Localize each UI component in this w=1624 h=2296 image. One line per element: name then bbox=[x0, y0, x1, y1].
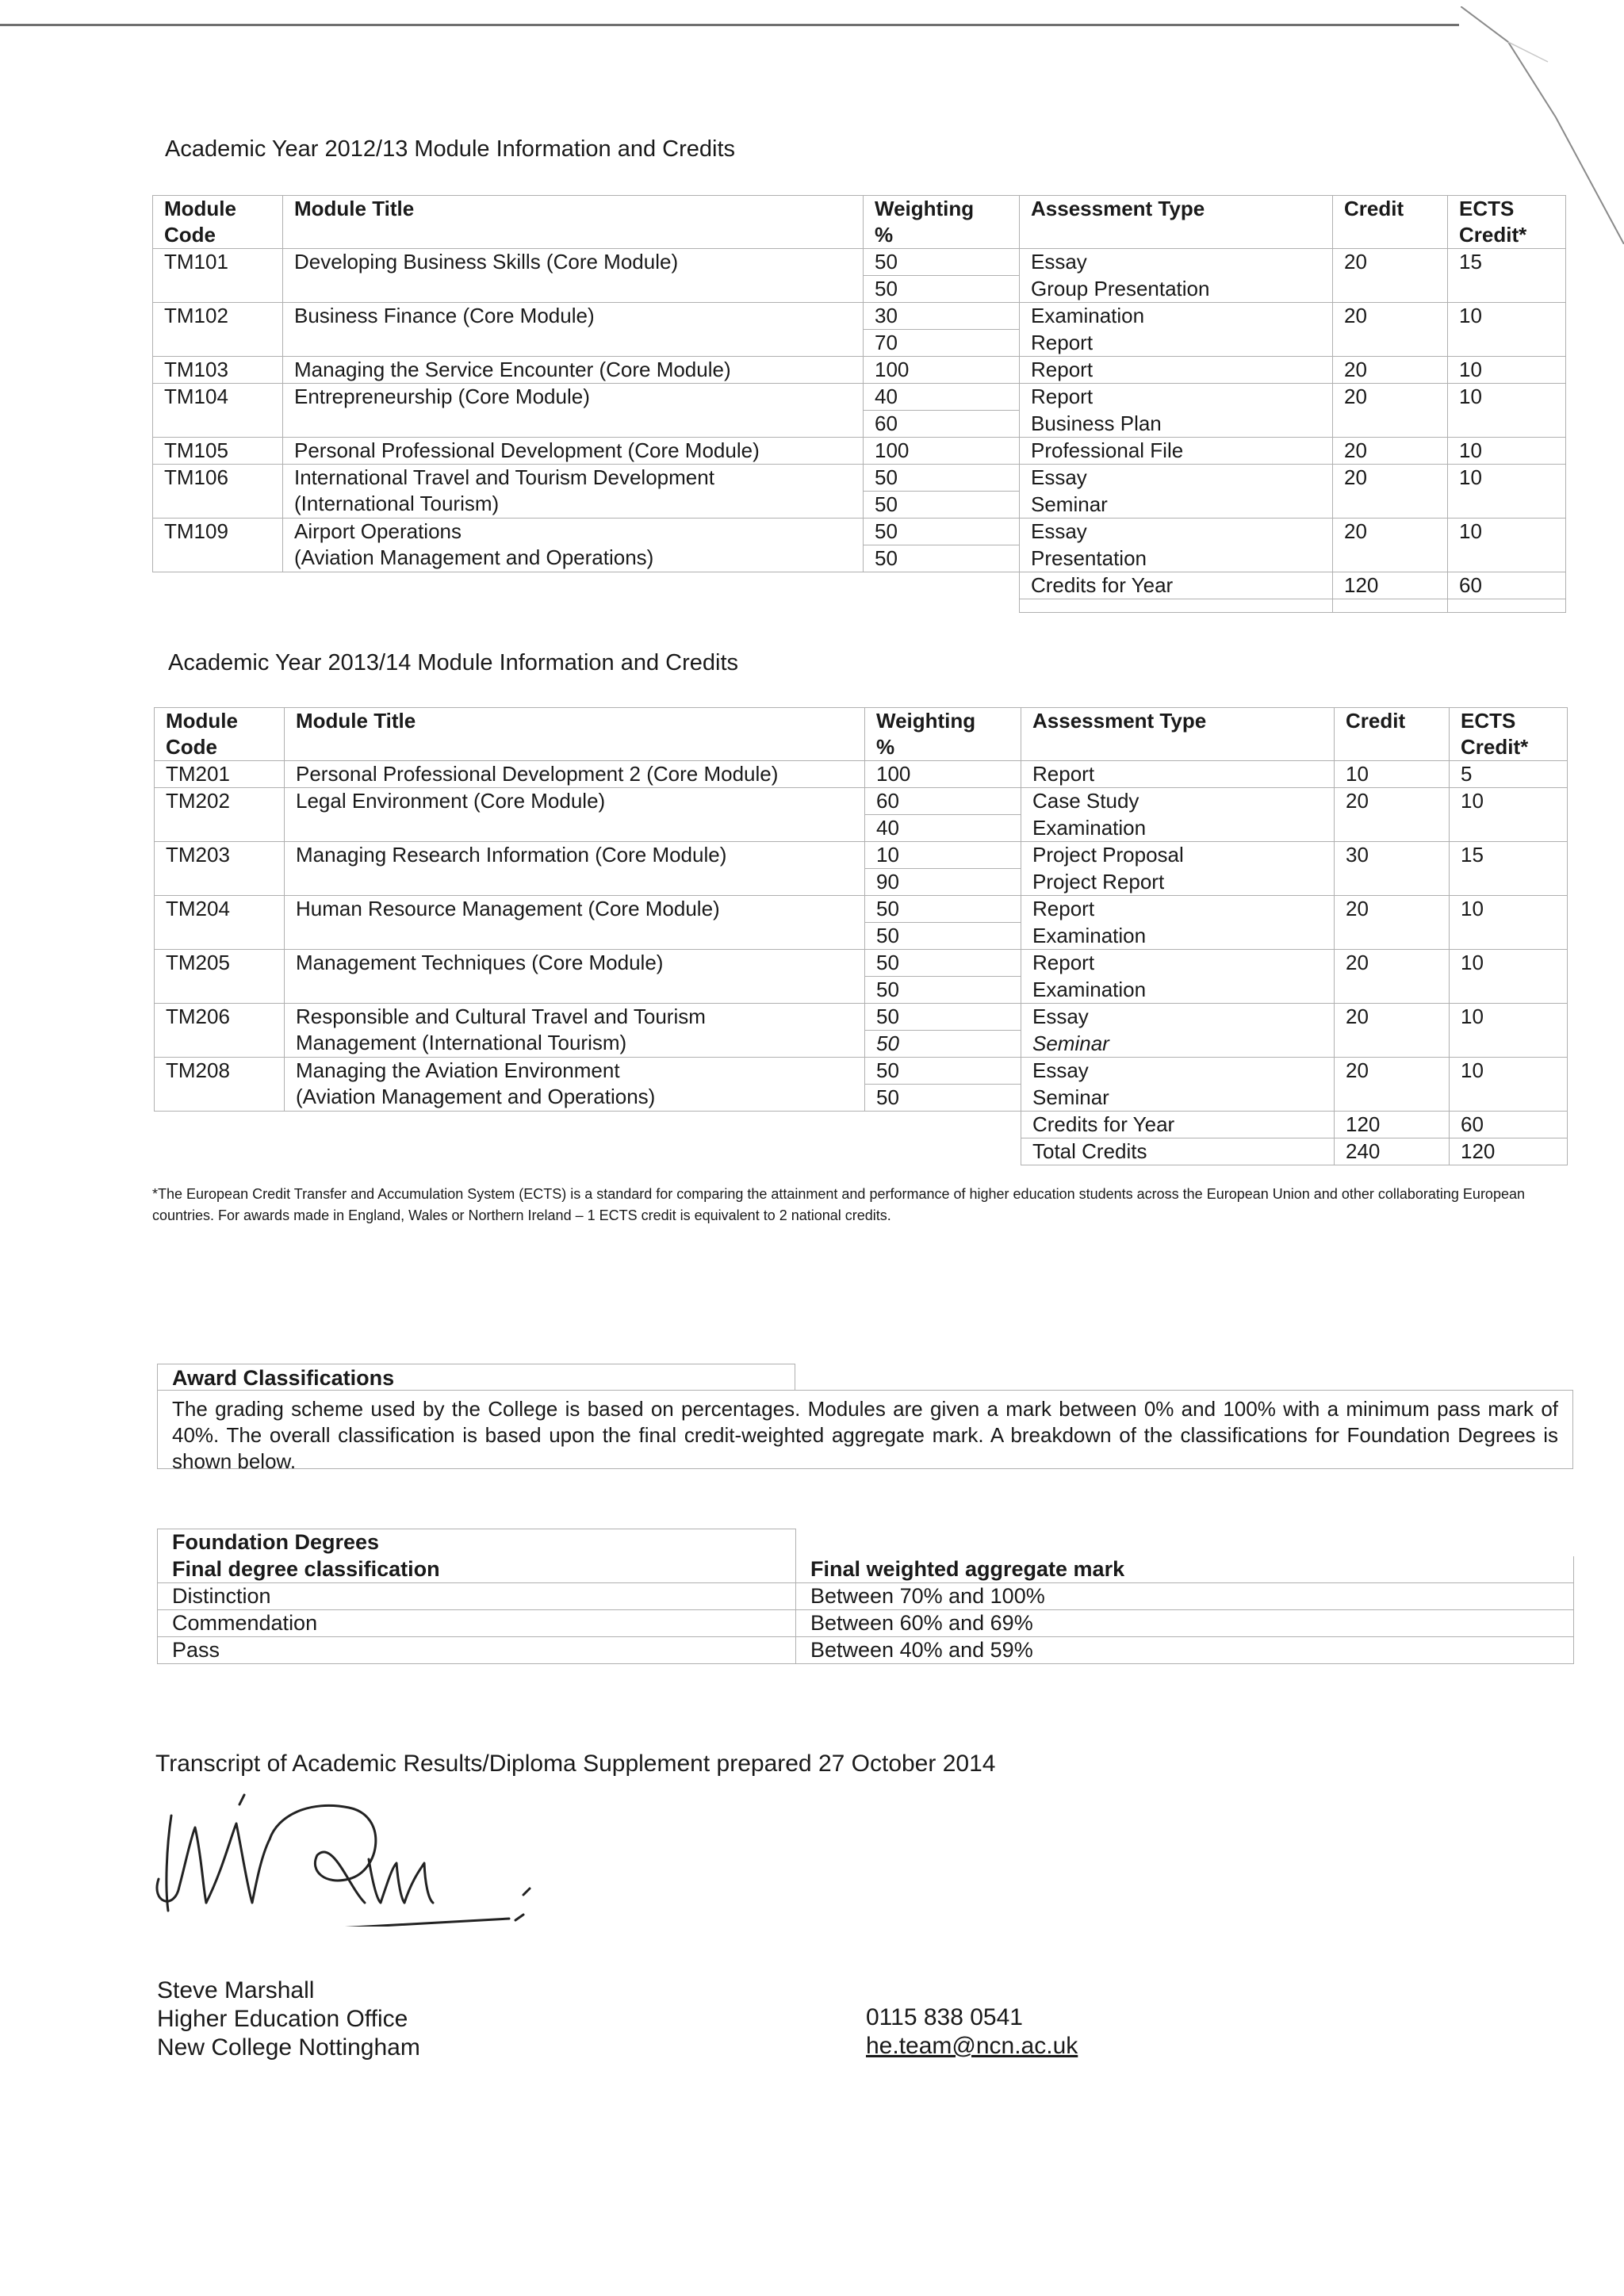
module-title-cell bbox=[283, 519, 864, 572]
assessment-type-cell: Essay bbox=[1020, 249, 1333, 276]
scan-top-edge bbox=[0, 0, 1459, 26]
module-title-line: Managing the Service Encounter (Core Module) bbox=[294, 358, 731, 381]
header-line: % bbox=[876, 735, 895, 759]
weighting-cell: 50 bbox=[865, 950, 1021, 977]
foundation-title-spacer bbox=[796, 1529, 1574, 1556]
blank-cell bbox=[153, 599, 1020, 613]
header-line: % bbox=[875, 223, 894, 247]
assessment-type-cell: Business Plan bbox=[1020, 411, 1333, 438]
module-code-cell: TM208 bbox=[155, 1058, 285, 1112]
module-title-line: (Aviation Management and Operations) bbox=[294, 545, 654, 569]
module-title-line: Personal Professional Development 2 (Core Module) bbox=[296, 762, 779, 786]
weighting-cell: 50 bbox=[865, 923, 1021, 950]
assessment-type-cell: Case Study bbox=[1021, 788, 1335, 815]
header-row bbox=[153, 196, 1566, 249]
table-row bbox=[155, 788, 1568, 815]
weighting-cell: 50 bbox=[864, 249, 1020, 276]
credit-cell: 20 bbox=[1335, 896, 1450, 950]
module-title-cell bbox=[283, 357, 864, 384]
assessment-type-cell: Essay bbox=[1021, 1004, 1335, 1031]
weighting-cell: 50 bbox=[865, 896, 1021, 923]
totals-padding-row bbox=[153, 599, 1566, 613]
ects-credit-cell: 10 bbox=[1448, 465, 1566, 519]
credit-cell: 20 bbox=[1335, 1058, 1450, 1112]
totals-ects-cell: 60 bbox=[1448, 572, 1566, 599]
mark-range-cell: Between 40% and 59% bbox=[796, 1637, 1574, 1664]
ects-credit-cell: 10 bbox=[1448, 303, 1566, 357]
credit-cell: 20 bbox=[1333, 249, 1448, 303]
totals-row bbox=[153, 572, 1566, 599]
classification-cell: Distinction bbox=[158, 1583, 796, 1610]
module-title-cell bbox=[285, 1004, 865, 1058]
weighting-cell: 50 bbox=[865, 1085, 1021, 1112]
module-title-line: Managing the Aviation Environment bbox=[296, 1058, 620, 1082]
ects-credit-cell: 10 bbox=[1448, 384, 1566, 438]
assessment-type-cell: Project Report bbox=[1021, 869, 1335, 896]
module-code-cell: TM205 bbox=[155, 950, 285, 1004]
table-row bbox=[158, 1637, 1574, 1664]
credit-header: Credit bbox=[1335, 708, 1450, 761]
module-title-cell bbox=[285, 761, 865, 788]
assessment-type-cell: Report bbox=[1021, 950, 1335, 977]
module-title-line: (Aviation Management and Operations) bbox=[296, 1085, 656, 1108]
year2-module-table bbox=[154, 707, 1568, 1165]
header-line: Module bbox=[166, 709, 238, 733]
assessment-type-cell: Report bbox=[1021, 761, 1335, 788]
final-degree-classification-header: Final degree classification bbox=[158, 1556, 796, 1583]
module-code-cell: TM203 bbox=[155, 842, 285, 896]
header-line: Code bbox=[166, 735, 217, 759]
signatory-college: New College Nottingham bbox=[157, 2034, 420, 2061]
weighting-cell: 50 bbox=[865, 1031, 1021, 1058]
module-title-line: Developing Business Skills (Core Module) bbox=[294, 250, 679, 274]
module-title-cell bbox=[285, 842, 865, 896]
classification-cell: Commendation bbox=[158, 1610, 796, 1637]
module-title-cell bbox=[283, 384, 864, 438]
table-row bbox=[153, 249, 1566, 276]
padding-cell bbox=[1448, 599, 1566, 613]
ects-credit-cell: 10 bbox=[1450, 896, 1568, 950]
credit-cell: 20 bbox=[1335, 788, 1450, 842]
weighting-cell: 50 bbox=[864, 276, 1020, 303]
header-line: Credit* bbox=[1459, 223, 1527, 247]
assessment-type-cell: Presentation bbox=[1020, 545, 1333, 572]
ects-footnote: *The European Credit Transfer and Accumulation System (ECTS) is a standard for comparing the attainment and performance of higher education students across the European Union and other collaborating European countries. For awards made in England, Wales or Northern Ireland – 1 ECTS credit is equivalent to 2 national credits. bbox=[152, 1186, 1525, 1223]
ects-credit-header bbox=[1450, 708, 1568, 761]
ects-credit-cell: 10 bbox=[1450, 950, 1568, 1004]
module-code-header bbox=[153, 196, 283, 249]
assessment-type-cell: Essay bbox=[1020, 519, 1333, 545]
padding-cell bbox=[1333, 599, 1448, 613]
totals-credit-cell: 120 bbox=[1335, 1112, 1450, 1138]
table-row bbox=[155, 761, 1568, 788]
foundation-degree-table bbox=[157, 1529, 1574, 1664]
assessment-type-cell: Examination bbox=[1021, 815, 1335, 842]
credit-header: Credit bbox=[1333, 196, 1448, 249]
module-code-cell: TM202 bbox=[155, 788, 285, 842]
table-row bbox=[155, 1004, 1568, 1031]
assessment-type-cell: Essay bbox=[1020, 465, 1333, 492]
module-code-cell: TM106 bbox=[153, 465, 283, 519]
credit-cell: 20 bbox=[1333, 384, 1448, 438]
module-title-line: Management (International Tourism) bbox=[296, 1031, 627, 1054]
module-title-cell bbox=[285, 1058, 865, 1112]
weighting-cell: 100 bbox=[864, 438, 1020, 465]
module-code-cell: TM104 bbox=[153, 384, 283, 438]
credit-cell: 20 bbox=[1333, 303, 1448, 357]
table-row bbox=[155, 896, 1568, 923]
totals-ects-cell: 60 bbox=[1450, 1112, 1568, 1138]
module-title-header: Module Title bbox=[283, 196, 864, 249]
classification-cell: Pass bbox=[158, 1637, 796, 1664]
signatory-block bbox=[157, 1976, 420, 2062]
header-line: Weighting bbox=[875, 197, 975, 220]
assessment-type-cell: Project Proposal bbox=[1021, 842, 1335, 869]
table-row bbox=[153, 519, 1566, 545]
table-row bbox=[153, 303, 1566, 330]
module-code-cell: TM109 bbox=[153, 519, 283, 572]
module-code-cell: TM206 bbox=[155, 1004, 285, 1058]
credit-cell: 20 bbox=[1333, 465, 1448, 519]
padding-cell bbox=[1020, 599, 1333, 613]
assessment-type-cell: Essay bbox=[1021, 1058, 1335, 1085]
header-line: Module bbox=[164, 197, 236, 220]
table-row bbox=[155, 842, 1568, 869]
module-title-cell bbox=[283, 465, 864, 519]
module-title-line: Managing Research Information (Core Module) bbox=[296, 843, 727, 867]
module-title-cell bbox=[283, 249, 864, 303]
mark-range-cell: Between 70% and 100% bbox=[796, 1583, 1574, 1610]
module-title-line: Management Techniques (Core Module) bbox=[296, 951, 664, 974]
weighting-cell: 60 bbox=[864, 411, 1020, 438]
table-row bbox=[153, 438, 1566, 465]
weighting-header bbox=[864, 196, 1020, 249]
module-code-cell: TM103 bbox=[153, 357, 283, 384]
module-title-line: Legal Environment (Core Module) bbox=[296, 789, 606, 813]
table-row bbox=[155, 950, 1568, 977]
totals-credit-cell: 120 bbox=[1333, 572, 1448, 599]
credit-cell: 20 bbox=[1335, 1004, 1450, 1058]
module-title-line: Entrepreneurship (Core Module) bbox=[294, 385, 590, 408]
module-title-line: International Travel and Tourism Development bbox=[294, 465, 714, 489]
table-row bbox=[153, 384, 1566, 411]
assessment-type-cell: Seminar bbox=[1021, 1085, 1335, 1112]
ects-credit-cell: 15 bbox=[1448, 249, 1566, 303]
weighting-cell: 40 bbox=[865, 815, 1021, 842]
totals-row bbox=[155, 1138, 1568, 1165]
signatory-office: Higher Education Office bbox=[157, 2006, 408, 2032]
weighting-cell: 50 bbox=[865, 977, 1021, 1004]
assessment-type-cell: Report bbox=[1021, 896, 1335, 923]
ects-credit-cell: 10 bbox=[1448, 519, 1566, 572]
mark-range-cell: Between 60% and 69% bbox=[796, 1610, 1574, 1637]
credit-cell: 20 bbox=[1333, 357, 1448, 384]
signatory-name: Steve Marshall bbox=[157, 1977, 315, 2003]
assessment-type-cell: Examination bbox=[1020, 303, 1333, 330]
totals-label-cell: Credits for Year bbox=[1021, 1112, 1335, 1138]
ects-credit-cell: 10 bbox=[1450, 788, 1568, 842]
year2-heading: Academic Year 2013/14 Module Information and Credits bbox=[168, 650, 738, 675]
credit-cell: 20 bbox=[1333, 438, 1448, 465]
blank-cell bbox=[155, 1138, 1021, 1165]
prepared-statement: Transcript of Academic Results/Diploma Supplement prepared 27 October 2014 bbox=[155, 1751, 996, 1777]
ects-credit-cell: 10 bbox=[1450, 1004, 1568, 1058]
table-row bbox=[153, 357, 1566, 384]
module-title-cell bbox=[283, 303, 864, 357]
blank-cell bbox=[155, 1112, 1021, 1138]
ects-credit-cell: 5 bbox=[1450, 761, 1568, 788]
module-title-header: Module Title bbox=[285, 708, 865, 761]
assessment-type-cell: Group Presentation bbox=[1020, 276, 1333, 303]
module-title-line: Personal Professional Development (Core Module) bbox=[294, 438, 760, 462]
weighting-cell: 90 bbox=[865, 869, 1021, 896]
weighting-cell: 70 bbox=[864, 330, 1020, 357]
weighting-cell: 30 bbox=[864, 303, 1020, 330]
assessment-type-header: Assessment Type bbox=[1020, 196, 1333, 249]
assessment-type-cell: Examination bbox=[1021, 923, 1335, 950]
module-title-cell bbox=[283, 438, 864, 465]
foundation-title: Foundation Degrees bbox=[158, 1529, 796, 1556]
contact-block bbox=[866, 2003, 1078, 2061]
blank-cell bbox=[153, 572, 1020, 599]
assessment-type-cell: Professional File bbox=[1020, 438, 1333, 465]
weighting-cell: 50 bbox=[864, 519, 1020, 545]
final-weighted-mark-header: Final weighted aggregate mark bbox=[796, 1556, 1574, 1583]
module-title-cell bbox=[285, 896, 865, 950]
assessment-type-cell: Report bbox=[1020, 357, 1333, 384]
handwritten-signature bbox=[151, 1784, 563, 1927]
module-title-line: Responsible and Cultural Travel and Tourism bbox=[296, 1004, 706, 1028]
module-code-cell: TM204 bbox=[155, 896, 285, 950]
module-code-cell: TM201 bbox=[155, 761, 285, 788]
weighting-cell: 50 bbox=[865, 1058, 1021, 1085]
module-code-cell: TM105 bbox=[153, 438, 283, 465]
weighting-header bbox=[865, 708, 1021, 761]
year1-module-table bbox=[152, 195, 1566, 613]
header-line: ECTS bbox=[1461, 709, 1516, 733]
credit-cell: 20 bbox=[1333, 519, 1448, 572]
weighting-cell: 50 bbox=[864, 465, 1020, 492]
credit-cell: 20 bbox=[1335, 950, 1450, 1004]
module-code-cell: TM102 bbox=[153, 303, 283, 357]
table-row bbox=[158, 1610, 1574, 1637]
weighting-cell: 100 bbox=[865, 761, 1021, 788]
weighting-cell: 50 bbox=[865, 1004, 1021, 1031]
module-title-line: Human Resource Management (Core Module) bbox=[296, 897, 720, 920]
weighting-cell: 50 bbox=[864, 492, 1020, 519]
totals-row bbox=[155, 1112, 1568, 1138]
module-code-header bbox=[155, 708, 285, 761]
totals-credit-cell: 240 bbox=[1335, 1138, 1450, 1165]
table-row bbox=[158, 1583, 1574, 1610]
totals-label-cell: Credits for Year bbox=[1020, 572, 1333, 599]
module-title-cell bbox=[285, 788, 865, 842]
ects-credit-cell: 10 bbox=[1448, 357, 1566, 384]
award-classifications-title: Award Classifications bbox=[157, 1364, 795, 1391]
weighting-cell: 50 bbox=[864, 545, 1020, 572]
table-row bbox=[153, 465, 1566, 492]
weighting-cell: 100 bbox=[864, 357, 1020, 384]
ects-credit-cell: 10 bbox=[1448, 438, 1566, 465]
award-classifications-text: The grading scheme used by the College is based on percentages. Modules are given a mark between 0% and 100% with a minimum pass mark of 40%. The overall classification is based upon the final credit-weighted aggregate mark. A breakdown of the classifications for Foundation Degrees is shown below. bbox=[157, 1390, 1573, 1469]
assessment-type-cell: Examination bbox=[1021, 977, 1335, 1004]
assessment-type-header: Assessment Type bbox=[1021, 708, 1335, 761]
ects-credit-header bbox=[1448, 196, 1566, 249]
module-title-line: Airport Operations bbox=[294, 519, 462, 543]
year1-heading: Academic Year 2012/13 Module Information and Credits bbox=[165, 136, 735, 162]
weighting-cell: 60 bbox=[865, 788, 1021, 815]
weighting-cell: 40 bbox=[864, 384, 1020, 411]
table-row bbox=[155, 1058, 1568, 1085]
module-title-cell bbox=[285, 950, 865, 1004]
ects-credit-cell: 10 bbox=[1450, 1058, 1568, 1112]
header-line: ECTS bbox=[1459, 197, 1515, 220]
contact-email-link[interactable]: he.team@ncn.ac.uk bbox=[866, 2033, 1078, 2059]
header-line: Code bbox=[164, 223, 216, 247]
ects-credit-cell: 15 bbox=[1450, 842, 1568, 896]
module-title-line: (International Tourism) bbox=[294, 492, 500, 515]
assessment-type-cell: Report bbox=[1020, 384, 1333, 411]
totals-ects-cell: 120 bbox=[1450, 1138, 1568, 1165]
credit-cell: 10 bbox=[1335, 761, 1450, 788]
assessment-type-cell: Seminar bbox=[1021, 1031, 1335, 1058]
assessment-type-cell: Report bbox=[1020, 330, 1333, 357]
module-code-cell: TM101 bbox=[153, 249, 283, 303]
header-line: Credit* bbox=[1461, 735, 1529, 759]
assessment-type-cell: Seminar bbox=[1020, 492, 1333, 519]
totals-label-cell: Total Credits bbox=[1021, 1138, 1335, 1165]
credit-cell: 30 bbox=[1335, 842, 1450, 896]
contact-phone: 0115 838 0541 bbox=[866, 2004, 1023, 2030]
header-row bbox=[155, 708, 1568, 761]
module-title-line: Business Finance (Core Module) bbox=[294, 304, 595, 327]
weighting-cell: 10 bbox=[865, 842, 1021, 869]
header-line: Weighting bbox=[876, 709, 976, 733]
